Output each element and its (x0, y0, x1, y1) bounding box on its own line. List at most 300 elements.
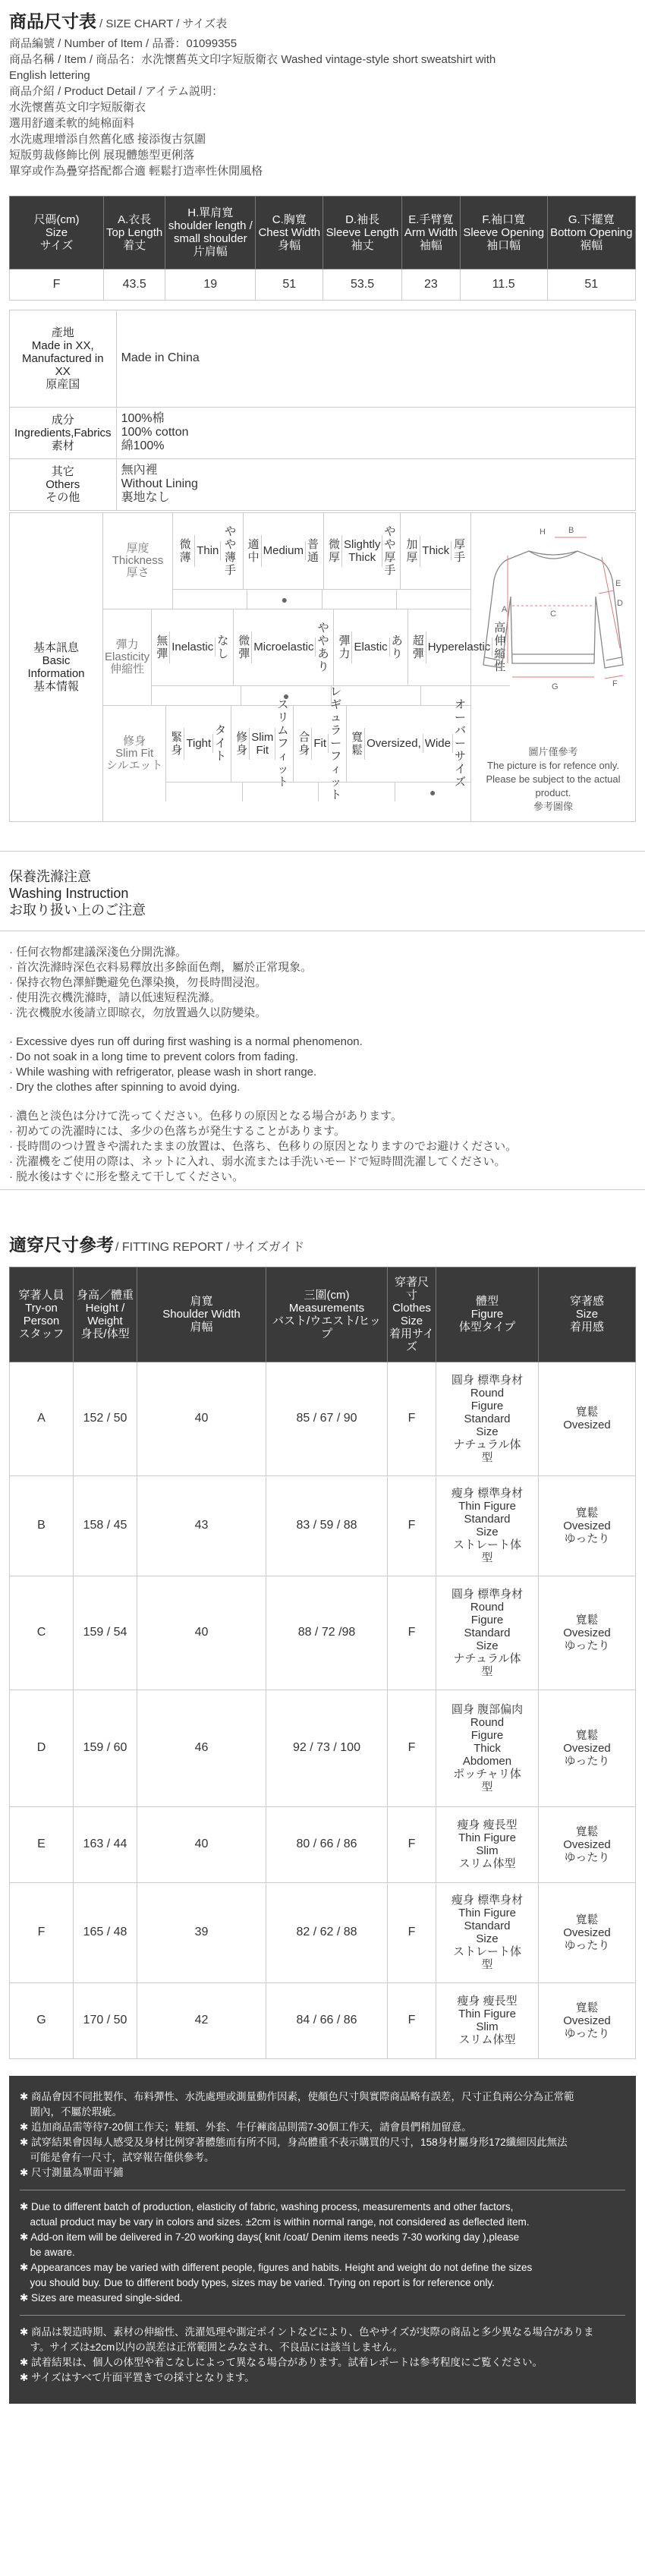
size-col-header (323, 196, 402, 269)
option-line: 微彈 (237, 631, 252, 663)
note-en-line: ✱ Appearances may be varied with different people, figures and habits. Height and weight do not define the sizes (20, 2261, 533, 2273)
option-line: 緊身 (169, 728, 184, 760)
figure-line: Round (470, 1715, 505, 1729)
fitting-col-header-line: Size (575, 1308, 599, 1321)
material-row (10, 458, 636, 510)
option-line: 適中 (247, 535, 262, 567)
fitting-meas: 84 / 66 / 86 (266, 1982, 388, 2058)
sweatshirt-diagram (471, 513, 635, 821)
note-zh-line: ✱ 商品會因不同批製作、布料彈性、水洗處理或測量動作因素，使顏色尺寸與實際商品略有誤差，尺寸正負兩公分為正常範 (20, 2090, 574, 2102)
fitting-col-header-line: バスト/ウエスト/ヒップ (272, 1314, 381, 1340)
figure-line: ナチュラル体 (453, 1438, 521, 1451)
material-label (10, 458, 117, 510)
option-line: Wide (423, 734, 453, 753)
option-line: Hyperelastic (426, 638, 493, 657)
fitting-body (10, 1362, 636, 2058)
basic-info-dot-cell (319, 783, 395, 801)
fitting-col-header-line: 穿著尺寸 (394, 1275, 429, 1302)
material-label-line: 產地 (51, 326, 74, 339)
fitting-col-header-line: 着用サイズ (389, 1327, 434, 1353)
fitting-col-header-line: Shoulder Width (162, 1308, 241, 1321)
option-line: Microelastic (252, 638, 316, 657)
basic-info-options (103, 513, 506, 821)
figure-line: ストレート体 (452, 1538, 521, 1551)
feel-line: ゆったり (564, 1850, 610, 1864)
product-info-line: 選用舒適柔軟的純棉面料 (9, 116, 135, 130)
basic-info-panel (9, 512, 636, 822)
washing-jp-line: · 初めての洗濯時には、多少の色落ちが発生することがあります。 (9, 1124, 345, 1138)
option-line: 合身 (297, 728, 312, 760)
fitting-header-row (10, 1267, 636, 1362)
fitting-shoulder: 40 (137, 1576, 266, 1690)
figure-letter: G (552, 682, 558, 691)
fitting-person: D (10, 1690, 74, 1806)
fitting-row (10, 1882, 636, 1982)
size-col-header-line: 裾幅 (580, 238, 603, 252)
option-line: ややあり (317, 621, 329, 673)
size-col-header-line: 袖幅 (419, 238, 442, 252)
basic-info-label-line: 基本情報 (33, 679, 79, 693)
basic-info-dot-cell (173, 590, 247, 609)
basic-info-dots (173, 589, 470, 609)
basic-info-label-text (27, 641, 84, 693)
category-line: 修身 (123, 734, 146, 748)
notes-box (9, 2076, 636, 2404)
category-line: 伸縮性 (110, 662, 145, 675)
figure-note-line: product. (535, 786, 571, 798)
figure-letter: B (568, 525, 574, 535)
figure-line: スリム体型 (458, 2033, 516, 2046)
basic-info-row (103, 685, 470, 802)
basic-info-option (401, 513, 470, 589)
fitting-col-header (539, 1267, 636, 1362)
figure-line: 圓身 標準身材 (451, 1587, 524, 1601)
fitting-col-header-line: 肩寬 (190, 1295, 213, 1308)
product-info-line: 商品介紹 / Product Detail / アイテム説明： (9, 84, 224, 98)
fitting-shoulder: 39 (137, 1882, 266, 1982)
washing-zh-line: · 保持衣物色澤鮮艷避免色澤染換，勿長時間浸泡。 (9, 975, 267, 989)
fitting-title (9, 1234, 636, 1256)
fitting-meas: 92 / 73 / 100 (266, 1690, 388, 1806)
note-zh-line: ✱ 追加商品需等待7-20個工作天；鞋類、外套、牛仔褲商品則需7-30個工作天，請會員們稍加留意。 (20, 2121, 472, 2133)
fitting-col-header (74, 1267, 137, 1362)
fitting-shoulder: 40 (137, 1362, 266, 1475)
basic-info-option (234, 609, 334, 685)
fitting-col-header-line: 穿著人員 (18, 1288, 64, 1302)
fitting-feel (539, 1475, 636, 1576)
fitting-row (10, 1690, 636, 1806)
washing-jp-line: · 洗濯機をご使用の際は、ネットに入れ、弱水流または手洗いモードで短時間洗濯してください。 (9, 1154, 506, 1168)
size-col-header (460, 196, 547, 269)
washing-en-line: · While washing with refrigerator, please wash in short range. (9, 1065, 317, 1079)
washing-en-line: · Dry the clothes after spinning to avoid dying. (9, 1080, 241, 1094)
size-cell: 19 (165, 269, 256, 300)
fitting-figure (436, 1576, 539, 1690)
figure-line: 瘦身 瘦長型 (457, 1995, 518, 2008)
figure-line: Thin Figure (458, 1500, 516, 1513)
size-col-header (165, 196, 256, 269)
category-line: Elasticity (105, 650, 150, 663)
option-line: Elastic (352, 638, 389, 657)
option-line: なし (217, 634, 229, 660)
fitting-size: F (388, 1362, 436, 1475)
size-col-header-line: D.袖長 (345, 213, 380, 226)
fitting-person: B (10, 1475, 74, 1576)
fitting-col-header-line: 三圍(cm) (304, 1288, 350, 1302)
figure-line: 瘦身 標準身材 (451, 1487, 524, 1500)
fitting-col-header-line: 身長/体型 (80, 1327, 130, 1340)
washing-jp-line: · 長時間のつけ置きや濡れたままの放置は、色落ち、色移りの原因となりますのでお避けください。 (9, 1139, 518, 1153)
fitting-figure (436, 1362, 539, 1475)
basic-info-option (173, 513, 244, 589)
size-col-header-line: Sleeve Length (326, 225, 399, 239)
option-line: Slim Fit (250, 728, 275, 760)
size-col-header-line: Sleeve Opening (463, 225, 545, 239)
figure-line: Figure (470, 1728, 504, 1742)
size-cell: 11.5 (460, 269, 547, 300)
fitting-shoulder: 43 (137, 1475, 266, 1576)
size-col-header-line: Top Length (106, 225, 163, 239)
size-cell: 51 (547, 269, 635, 300)
size-chart-header-row (10, 196, 636, 269)
fitting-col-header-line: 體型 (475, 1295, 499, 1308)
option-line: 高伸縮性 (494, 621, 506, 673)
figure-line: Thin Figure (458, 2008, 516, 2020)
basic-info-dot-cell (322, 590, 397, 609)
fitting-meas: 82 / 62 / 88 (266, 1882, 388, 1982)
fitting-feel (539, 1882, 636, 1982)
size-col-header-line: shoulder length / (168, 219, 253, 233)
basic-info-category (103, 609, 152, 705)
basic-info-option (152, 609, 234, 685)
fitting-size: F (388, 1475, 436, 1576)
fitting-feel (539, 1362, 636, 1475)
size-cell: 23 (401, 269, 460, 300)
figure-letter: F (612, 679, 618, 688)
feel-line: 寬鬆 (575, 1728, 599, 1742)
fitting-feel (539, 1576, 636, 1690)
feel-line: Ovesized (563, 1926, 611, 1939)
fitting-title-sub: / FITTING REPORT / サイズガイド (115, 1240, 305, 1254)
size-col-header-line: サイズ (39, 238, 74, 252)
basic-info-label-line: Basic (42, 653, 71, 667)
fitting-feel (539, 1982, 636, 2058)
figure-line: Standard (464, 1626, 511, 1639)
figure-line: スリム体型 (458, 1857, 516, 1870)
fitting-hw: 163 / 44 (74, 1806, 137, 1882)
note-jp-line: ✱ 試着結果は、個人の体型や着こなしによって異なる場合があります。試着レポートは参考程度にご覧ください。 (20, 2356, 543, 2368)
size-col-header-line: A.衣長 (118, 213, 152, 226)
option-line: オーバーサイズ (454, 698, 466, 789)
figure-line: Figure (470, 1613, 504, 1627)
feel-line: Ovesized (563, 1741, 611, 1755)
feel-line: Ovesized (563, 1838, 611, 1851)
basic-info-option (324, 513, 401, 589)
product-info (9, 36, 636, 179)
fitting-row (10, 1475, 636, 1576)
figure-line: Standard (464, 1919, 511, 1932)
fitting-figure (436, 1982, 539, 2058)
material-label-line: Manufactured in XX (21, 351, 104, 378)
feel-line: Ovesized (563, 1626, 611, 1639)
fitting-feel (539, 1690, 636, 1806)
figure-line: 瘦身 標準身材 (451, 1894, 524, 1907)
material-label-line: Made in XX, (31, 339, 94, 352)
basic-info-dot-cell (243, 783, 319, 801)
figure-line: 型 (481, 1450, 493, 1464)
size-col-header (256, 196, 323, 269)
option-line: Thick (420, 541, 452, 560)
feel-line: Ovesized (563, 1519, 611, 1532)
fitting-col-header-line: Figure (470, 1308, 504, 1321)
figure-line: ストレート体 (452, 1945, 521, 1958)
feel-line: ゆったり (564, 1938, 610, 1952)
material-label-line: その他 (46, 490, 80, 504)
selected-dot-icon: ● (429, 786, 436, 798)
figure-line: Size (476, 1932, 499, 1945)
material-value-line: 裏地なし (121, 491, 170, 505)
option-line: 微厚 (327, 535, 342, 567)
fitting-size: F (388, 1576, 436, 1690)
note-en-line: ✱ Due to different batch of production, elasticity of fabric, washing process, measurements and other factors, (20, 2200, 514, 2212)
option-line: 超彈 (411, 631, 426, 663)
option-line: あり (391, 634, 403, 660)
basic-info-dot-cell (247, 590, 322, 609)
size-col-header (401, 196, 460, 269)
fitting-col-header-line: Person (23, 1314, 60, 1327)
fitting-col-header-line: Weight (87, 1314, 123, 1327)
material-value-line: 100% cotton (121, 426, 189, 439)
material-label-line: 原産国 (46, 377, 80, 391)
basic-info-option (294, 685, 347, 802)
fitting-meas: 85 / 67 / 90 (266, 1362, 388, 1475)
basic-info-cells (173, 513, 470, 609)
size-chart-wrap (0, 196, 645, 822)
option-line: 修身 (234, 728, 250, 760)
size-cell: 53.5 (323, 269, 402, 300)
category-line: Slim Fit (115, 746, 154, 760)
size-col-header-line: Chest Width (258, 225, 321, 239)
basic-info-label-line: 基本訊息 (33, 641, 79, 654)
basic-info-dot-cell (397, 590, 470, 609)
figure-line: Thin Figure (458, 1831, 516, 1844)
basic-info-dot-cell (152, 686, 241, 705)
fitting-hw: 159 / 54 (74, 1576, 137, 1690)
note-zh-line: 可能是會有一尺寸，試穿報告僅供參考。 (20, 2151, 215, 2163)
category-line: 厚さ (126, 565, 149, 579)
fitting-col-header-line: 穿著感 (569, 1295, 604, 1308)
material-value-line: Without Lining (121, 477, 198, 491)
material-label-line: 其它 (51, 464, 74, 478)
figure-note-line: Please be subject to the actual (486, 773, 621, 785)
material-label-line: 成分 (51, 413, 74, 427)
feel-line: Ovesized (563, 1419, 611, 1431)
fitting-col-header-line: Height / (85, 1301, 125, 1315)
fitting-hw: 152 / 50 (74, 1362, 137, 1475)
basic-info-dots (166, 782, 470, 801)
size-chart-title (9, 0, 636, 33)
basic-info-dot-cell (395, 783, 470, 801)
note-en-line: ✱ Sizes are measured single-sided. (20, 2291, 183, 2304)
figure-letter: C (550, 609, 556, 619)
option-line: Tight (184, 734, 213, 753)
figure-line: Standard (464, 1513, 511, 1526)
material-value (116, 310, 635, 407)
fitting-feel (539, 1806, 636, 1882)
fitting-person: C (10, 1576, 74, 1690)
figure-line: Figure (470, 1399, 504, 1412)
option-line: Medium (262, 541, 306, 560)
fitting-meas: 80 / 66 / 86 (266, 1806, 388, 1882)
option-line: やや厚手 (384, 524, 396, 577)
fitting-hw: 158 / 45 (74, 1475, 137, 1576)
fitting-shoulder: 46 (137, 1690, 266, 1806)
fitting-section (0, 1234, 645, 2404)
size-chart-title-sub: / SIZE CHART / サイズ表 (99, 17, 228, 30)
material-value-line: 無內裡 (121, 464, 158, 477)
fitting-col-header-line: Size (400, 1314, 423, 1327)
basic-info-option (231, 698, 294, 789)
basic-info-row (103, 609, 506, 706)
fitting-size: F (388, 1982, 436, 2058)
figure-line: Standard (464, 1412, 511, 1425)
note-zh-line: 圍內，不屬於瑕疵。 (20, 2105, 122, 2118)
fitting-row (10, 1576, 636, 1690)
figure-line: 型 (481, 1664, 493, 1678)
product-info-line: 水洗懷舊英文印字短版衛衣 (9, 100, 146, 114)
size-col-header-line: E.手臂寬 (408, 213, 454, 226)
material-row (10, 310, 636, 407)
size-col-header-line: small shoulder (173, 232, 247, 246)
note-en-line: be aware. (20, 2246, 75, 2258)
size-col-header-line: Size (45, 225, 68, 239)
figure-letter: E (615, 578, 621, 588)
size-col-header-line: G.下擺寬 (568, 213, 615, 226)
washing-jp-line: · 濃色と淡色は分けて洗ってください。色移りの原因となる場合があります。 (9, 1109, 402, 1123)
washing-zh-line: · 使用洗衣機洗滌時，請以低速短程洗滌。 (9, 990, 222, 1004)
figure-line: 圓身 標準身材 (451, 1373, 524, 1387)
feel-line: 寬鬆 (575, 1825, 599, 1838)
basic-info-option-labels (152, 609, 510, 685)
size-col-header-line: 袖口幅 (486, 238, 521, 252)
basic-info-option-labels (173, 513, 470, 589)
material-label-line: 素材 (51, 439, 74, 452)
fitting-col-header (137, 1267, 266, 1362)
feel-line: ゆったり (564, 1532, 610, 1545)
figure-line: ポッチャリ体 (453, 1767, 521, 1781)
option-line: 微薄 (176, 535, 195, 567)
figure-line: Size (476, 1639, 499, 1652)
figure-line: Thin Figure (458, 1907, 516, 1919)
size-col-header-line: Bottom Opening (550, 225, 633, 239)
washing-jp-line: · 脱水後はすぐに形を整えて干してください。 (9, 1170, 244, 1183)
washing-body (0, 931, 645, 1190)
option-line: 普通 (307, 537, 319, 564)
figure-line: 圓身 腹部偏肉 (451, 1702, 524, 1716)
material-table (9, 310, 636, 511)
option-line: Inelastic (170, 638, 216, 657)
figure-letter: A (502, 604, 508, 614)
fitting-row (10, 1982, 636, 2058)
fitting-col-header-line: 身高／體重 (76, 1288, 134, 1302)
size-col-header-line: 袖丈 (351, 238, 374, 252)
fitting-col-header (388, 1267, 436, 1362)
fitting-hw: 170 / 50 (74, 1982, 137, 2058)
product-info-line: English lettering (9, 68, 90, 82)
washing-section (0, 851, 645, 1190)
fitting-col-header (436, 1267, 539, 1362)
option-line: 彈力 (337, 631, 352, 663)
basic-info-category (103, 513, 173, 609)
fitting-col-header-line: Try-on (25, 1301, 58, 1315)
fitting-table (9, 1267, 636, 2059)
size-col-header (547, 196, 635, 269)
product-info-line: 商品編號 / Number of Item / 品番：01099355 (9, 36, 238, 50)
feel-line: 寬鬆 (575, 1913, 599, 1926)
basic-info-label-line: Information (27, 666, 85, 680)
note-jp-line: ✱ サイズはすべて片面平置きでの採寸となります。 (20, 2371, 255, 2383)
fitting-shoulder: 40 (137, 1806, 266, 1882)
fitting-col-header (10, 1267, 74, 1362)
fitting-row (10, 1362, 636, 1475)
material-row (10, 407, 636, 458)
fitting-meas: 88 / 72 /98 (266, 1576, 388, 1690)
fitting-col-header-line: 着用感 (569, 1321, 604, 1334)
figure-letter: H (540, 527, 546, 537)
washing-zh-line: · 首次洗滌時深色衣料易釋放出多餘面色劑，屬於正常現象。 (9, 960, 313, 974)
option-line: スリムフィット (277, 698, 289, 789)
selected-dot-icon: ● (281, 593, 288, 606)
note-jp-line: す。サイズは±2cm以内の誤差は正常範囲とみなされ、不良品には該当しません。 (20, 2341, 403, 2353)
fitting-col-header-line: Clothes (392, 1301, 431, 1315)
product-info-line: 商品名稱 / Item / 商品名：水洗懷舊英文印字短版衛衣 Washed vintage-style short sweatshirt with (9, 52, 496, 66)
category-line: 厚度 (126, 541, 149, 555)
washing-en-line: · Do not soak in a long time to prevent colors from fading. (9, 1050, 299, 1063)
material-value (116, 458, 635, 510)
fitting-figure (436, 1806, 539, 1882)
washing-title-line: Washing Instruction (9, 885, 129, 901)
product-info-line: 水洗處理增添自然舊化感 接添復古氛圍 (9, 132, 206, 146)
fitting-col-header-line: Measurements (288, 1301, 365, 1315)
feel-line: 寬鬆 (575, 2001, 599, 2014)
fitting-row (10, 1806, 636, 1882)
figure-line: 型 (481, 1551, 493, 1564)
figure-line: Slim (476, 2020, 499, 2033)
material-value-line: 100%棉 (121, 412, 165, 426)
washing-title (0, 852, 645, 931)
feel-line: 寬鬆 (575, 1506, 599, 1519)
size-col-header-line: 尺碼(cm) (33, 213, 80, 226)
fitting-shoulder: 42 (137, 1982, 266, 2058)
option-line: 寬鬆 (350, 728, 365, 760)
size-col-header-line: C.胸寬 (272, 213, 307, 226)
size-cell: F (10, 269, 104, 300)
fitting-col-header-line: 肩幅 (190, 1321, 213, 1334)
option-line: Oversized, (365, 734, 423, 753)
fitting-title-main: 適穿尺寸參考 (9, 1234, 114, 1255)
fitting-col-header (266, 1267, 388, 1362)
fitting-person: E (10, 1806, 74, 1882)
feel-line: ゆったり (564, 2026, 610, 2040)
note-en-line: you should buy. Due to different body types, sizes may be varied. Trying on report is for reference only. (20, 2276, 495, 2288)
figure-line: Size (476, 1425, 499, 1438)
size-col-header-line: F.袖口寬 (482, 213, 526, 226)
washing-zh-line: · 任何衣物都建議深淺色分開洗滌。 (9, 945, 187, 959)
category-line: Thickness (112, 553, 164, 567)
fitting-person: G (10, 1982, 74, 2058)
basic-info-option (166, 706, 231, 782)
size-cell: 43.5 (104, 269, 165, 300)
